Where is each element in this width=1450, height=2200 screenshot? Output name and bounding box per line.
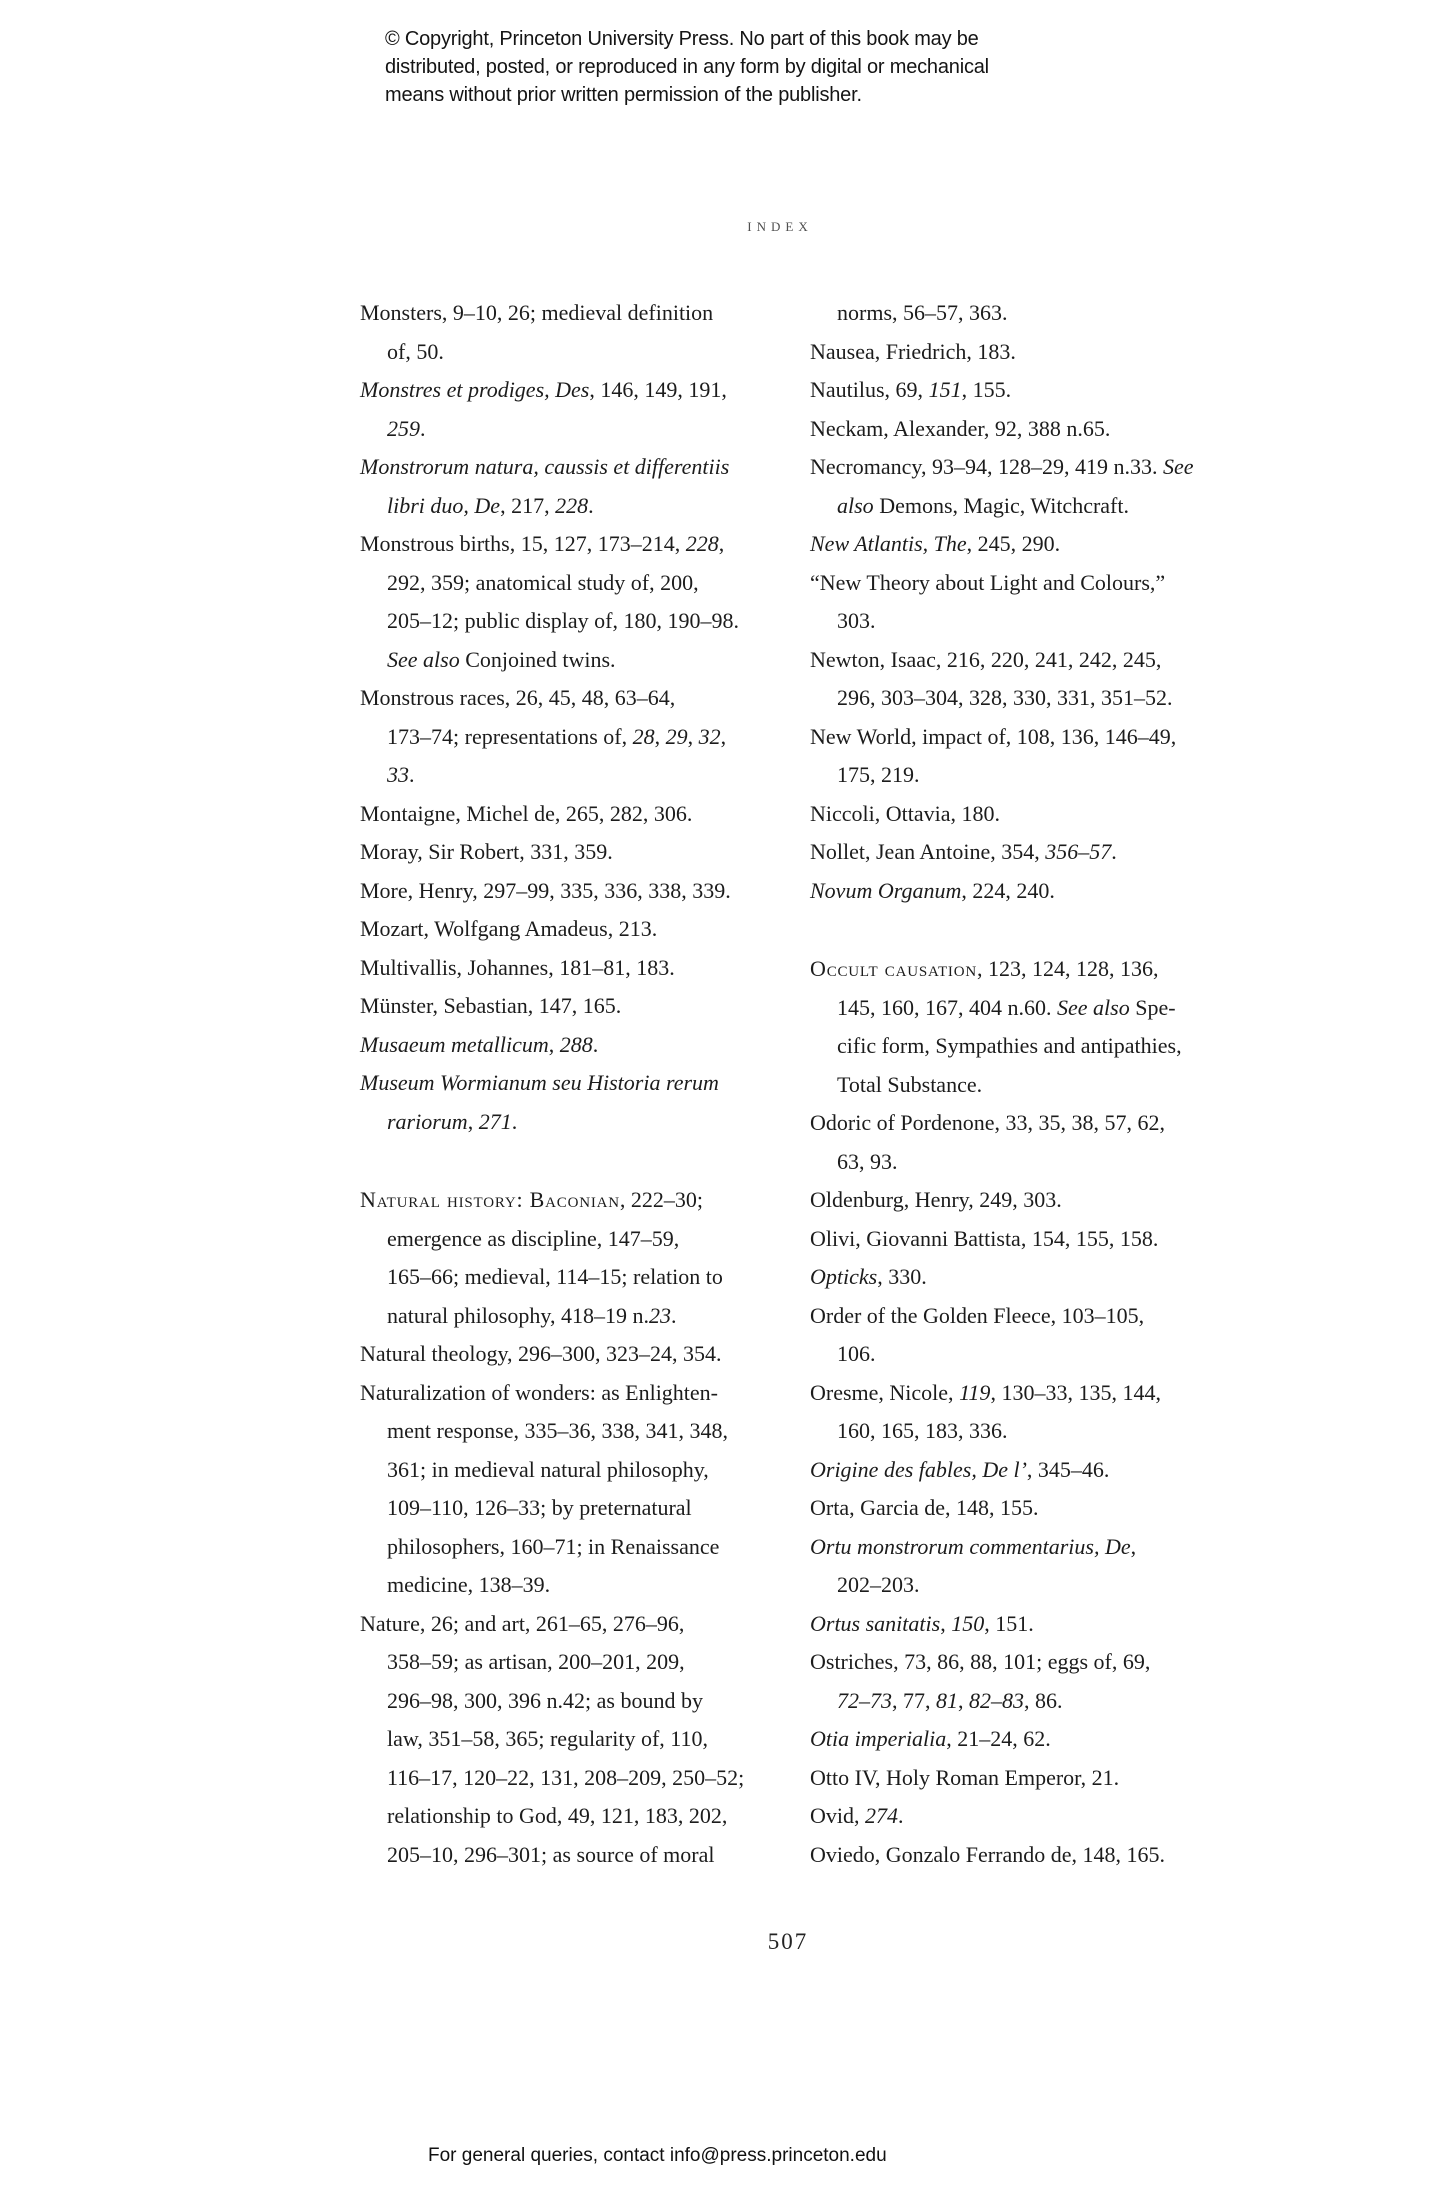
index-entry [810,1451,1280,1490]
index-entry [810,410,1280,449]
index-text-segment: Ortus sanitatis [810,1610,941,1636]
index-text-segment: Moray, Sir Robert, 331, 359. [360,839,613,864]
index-entry-line [810,1181,1280,1220]
index-entry-line [810,1759,1280,1798]
index-entry-line [360,1797,800,1836]
copyright-line: © Copyright, Princeton University Press. No part of this book may be [385,28,979,50]
index-text-segment: . [588,492,594,518]
index-entry-line [810,602,1280,641]
index-entry [360,1026,800,1065]
index-text-segment: Necromancy, 93–94, 128–29, 419 n.33. [810,454,1163,479]
index-entry [810,1528,1280,1605]
index-entry-line [810,1374,1280,1413]
index-text-segment: 109–110, 126–33; by preternatural [387,1495,692,1520]
index-entry-line [360,371,800,410]
index-entry-line [360,1181,800,1220]
index-text-segment: More, Henry, 297–99, 335, 336, 338, 339. [360,877,731,903]
index-entry [810,448,1280,525]
index-text-segment: Order of the Golden Fleece, 103–105, [810,1302,1145,1328]
index-entry [810,564,1280,641]
index-entry-line [360,1335,800,1374]
index-entry-line [810,1605,1280,1644]
index-entry [810,1297,1280,1374]
index-text-segment: 150 [951,1610,985,1636]
index-entry-line [810,410,1280,449]
index-text-segment: , 130–33, 135, 144, [990,1379,1161,1405]
index-entry-line [360,795,800,834]
index-entry [360,872,800,911]
index-text-segment: 271 [478,1108,512,1134]
index-entry [810,1720,1280,1759]
index-entry [360,525,800,679]
index-text-segment: , 345–46. [1026,1456,1110,1482]
index-text-segment: , 151. [984,1610,1034,1636]
index-entry [810,1489,1280,1528]
index-entry-line [810,371,1280,410]
index-text-segment: 175, 219. [837,762,920,787]
index-text-segment: cific form, Sympathies and antipathies, [837,1033,1182,1058]
index-text-segment: Oresme, Nicole, [810,1379,960,1405]
index-entry-line [360,1682,800,1721]
index-entry [810,718,1280,795]
index-text-segment: , 217, [500,492,556,518]
index-entry-line [360,1026,800,1065]
index-text-segment: Otia imperialia [810,1726,947,1751]
index-entry-line [360,641,800,680]
index-text-segment: 228 [685,531,719,556]
index-text-segment: 303. [837,608,876,633]
index-entry [810,371,1280,410]
index-text-segment: Total Substance. [837,1071,983,1097]
index-text-segment: law, 351–58, 365; regularity of, 110, [387,1726,708,1751]
index-text-segment: Natural history: Baconian [360,1187,620,1212]
index-entry-line [810,756,1280,795]
index-text-segment: Nature, 26; and art, 261–65, 276–96, [360,1610,685,1636]
index-text-segment: 145, 160, 167, 404 n.60. [837,994,1057,1020]
index-entry [810,1220,1280,1259]
index-text-segment: Ovid, [810,1803,865,1828]
index-text-segment: also [837,492,874,518]
index-text-segment: natural philosophy, 418–19 n. [387,1302,649,1328]
index-text-segment: ment response, 335–36, 338, 341, 348, [387,1418,728,1443]
index-entry-line [360,410,800,449]
index-text-segment: Conjoined twins. [459,646,616,672]
index-text-segment: relationship to God, 49, 121, 183, 202, [387,1803,728,1828]
index-text-segment: , 224, 240. [961,877,1055,903]
index-text-segment: Opticks [810,1264,878,1289]
index-entry-line [810,333,1280,372]
index-text-segment: Monstrous births, 15, 127, 173–214, [360,531,686,556]
index-text-segment: Demons, Magic, Witchcraft. [873,492,1129,518]
index-text-segment: . [898,1803,904,1828]
index-entry [360,795,800,834]
index-text-segment: Newton, Isaac, 216, 220, 241, 242, 245, [810,646,1162,672]
index-text-segment: Niccoli, Ottavia, 180. [810,800,1001,826]
index-entry [360,1605,800,1875]
index-text-segment: Neckam, Alexander, 92, 388 n.65. [810,415,1111,441]
footer-contact: For general queries, contact info@press.princeton.edu [428,2145,887,2166]
index-text-segment: , 21–24, 62. [946,1726,1051,1751]
copyright-line: distributed, posted, or reproduced in any form by digital or mechanical [385,56,989,78]
index-entry-line [360,718,800,757]
index-column-left [360,294,800,1874]
index-entry [810,525,1280,564]
index-text-segment: 33 [387,762,409,787]
index-entry [810,1258,1280,1297]
index-text-segment: of, 50. [387,338,444,364]
index-text-segment: . [592,1031,599,1057]
index-text-segment: Musaeum metallicum [360,1031,549,1057]
index-entry-line [360,1103,800,1142]
index-entry [810,833,1280,872]
index-entry-line [360,564,800,603]
index-entry-line [810,1682,1280,1721]
index-text-segment: , [958,1687,969,1713]
index-entry-line [810,487,1280,526]
index-text-segment: 259 [387,415,420,441]
index-entry-line [810,1451,1280,1490]
index-text-segment: , 146, 149, 191, [589,377,727,402]
index-text-segment: 202–203. [837,1572,920,1597]
index-entry-line [810,1643,1280,1682]
index-entry [360,910,800,949]
index-entry-line [360,1528,800,1567]
index-entry-line [360,525,800,564]
index-entry-line [810,1143,1280,1182]
index-entry [360,1374,800,1605]
index-entry-line [360,949,800,988]
index-text-segment: 151 [928,377,962,402]
index-entry-line [360,1374,800,1413]
index-text-segment: . [511,1108,518,1134]
index-text-segment: Spe- [1129,994,1176,1020]
index-entry [360,1181,800,1335]
index-entry-line [360,333,800,372]
index-entry-line [810,1489,1280,1528]
index-entry-line [810,1066,1280,1105]
index-text-segment: , 123, 124, 128, 136, [976,956,1159,981]
index-text-segment: Mozart, Wolfgang Amadeus, 213. [360,916,658,941]
copyright-line: means without prior written permission of the publisher. [385,84,862,106]
index-entry-line [810,564,1280,603]
index-entry-line [360,1258,800,1297]
index-text-segment: , [720,723,727,749]
index-text-segment: , 86. [1024,1687,1063,1713]
index-text-segment: 32 [698,723,721,749]
index-entry-line [810,1220,1280,1259]
index-text-segment: . [420,415,426,441]
index-entry-line [810,1528,1280,1567]
index-entry-line [810,448,1280,487]
index-entry-line [360,1720,800,1759]
index-entry-line [810,1720,1280,1759]
index-entry [360,448,800,525]
index-text-segment: 23 [648,1302,671,1328]
index-entry-line [810,1027,1280,1066]
index-entry-line [360,872,800,911]
index-entry-line [360,1451,800,1490]
index-entry-line [360,448,800,487]
index-entry-line [810,950,1280,989]
index-text-segment: 72–73 [837,1687,892,1713]
index-entry-line [810,679,1280,718]
index-entry [810,872,1280,911]
index-text-segment: 82–83 [969,1687,1024,1713]
index-entry-line [810,1566,1280,1605]
index-text-segment: Naturalization of wonders: as Enlighten- [360,1379,719,1405]
index-entry-line [360,987,800,1026]
index-text-segment: See [1162,454,1194,479]
index-entry-line [810,1258,1280,1297]
index-text-segment: New World, impact of, 108, 136, 146–49, [810,723,1177,749]
index-text-segment: Münster, Sebastian, 147, 165. [360,993,622,1018]
index-text-segment: Odoric of Pordenone, 33, 35, 38, 57, 62, [810,1110,1166,1135]
index-text-segment: See also [1057,994,1130,1020]
index-text-segment: Oviedo, Gonzalo Ferrando de, 148, 165. [810,1841,1165,1867]
index-text-segment: rariorum [387,1108,468,1134]
index-entry-line [360,602,800,641]
index-text-segment: 29 [665,723,688,749]
index-entry [360,987,800,1026]
index-heading: INDEX [747,219,813,234]
index-text-segment: Ostriches, 73, 86, 88, 101; eggs of, 69, [810,1649,1151,1674]
index-text-segment: Monstres et prodiges, Des [360,377,590,402]
index-text-segment: Novum Organum [810,877,962,903]
index-text-segment: 116–17, 120–22, 131, 208–209, 250–52; [387,1764,745,1790]
index-entry-line [360,294,800,333]
index-entry-line [360,1489,800,1528]
index-entry [810,1181,1280,1220]
index-text-segment: . [1111,839,1117,864]
index-entry-line [810,989,1280,1028]
index-entry-line [810,525,1280,564]
index-entry-line [360,756,800,795]
index-entry [810,333,1280,372]
index-text-segment: 205–12; public display of, 180, 190–98. [387,608,739,633]
index-text-segment: 63, 93. [837,1148,898,1174]
index-text-segment: , [687,723,699,749]
index-text-segment: Occult causation [810,956,977,981]
index-entry-line [810,294,1280,333]
index-entry [810,1759,1280,1798]
index-entry [360,1064,800,1141]
index-entry-line [360,1605,800,1644]
index-text-segment: Museum Wormianum seu Historia rerum [360,1070,719,1095]
index-entry-line [360,1566,800,1605]
index-text-segment: 81 [936,1687,958,1713]
index-text-segment: 106. [837,1341,876,1366]
index-text-segment: , 77, [892,1687,936,1713]
index-text-segment: 173–74; representations of, [387,723,633,749]
index-text-segment: Monstrous races, 26, 45, 48, 63–64, [360,685,676,710]
index-entry-line [360,679,800,718]
index-text-segment: Orta, Garcia de, 148, 155. [810,1495,1039,1520]
index-text-segment: philosophers, 160–71; in Renaissance [387,1533,720,1559]
index-text-segment: 205–10, 296–301; as source of moral [387,1841,715,1867]
index-entry-line [360,487,800,526]
index-entry [810,641,1280,718]
index-text-segment: Montaigne, Michel de, 265, 282, 306. [360,800,693,826]
index-entry [810,1605,1280,1644]
index-entry [810,1643,1280,1720]
index-entry-line [360,1412,800,1451]
index-text-segment: “New Theory about Light and Colours,” [810,569,1166,595]
page-number: 507 [767,1929,809,1954]
index-text-segment: Natural theology, 296–300, 323–24, 354. [360,1341,722,1366]
index-text-segment: norms, 56–57, 363. [837,300,1008,325]
index-entry-line [810,1335,1280,1374]
index-text-segment: , [940,1610,952,1636]
index-text-segment: 28 [632,723,655,749]
index-entry [360,294,800,371]
index-text-segment: , 245, 290. [966,531,1061,556]
index-text-segment: 119 [959,1379,991,1405]
index-text-segment: emergence as discipline, 147–59, [387,1225,680,1251]
index-entry-line [360,1220,800,1259]
index-entry [810,1836,1280,1875]
index-entry-line [360,910,800,949]
index-entry [360,949,800,988]
index-text-segment: Ortu monstrorum commentarius, De [810,1533,1131,1559]
index-text-segment: , 330. [877,1264,927,1289]
index-text-segment: , 222–30; [619,1187,704,1212]
index-text-segment: , [654,723,666,749]
index-entry-line [360,1643,800,1682]
index-text-segment: 356–57 [1045,839,1112,864]
index-text-segment: medicine, 138–39. [387,1572,551,1597]
index-text-segment: libri duo, De [387,492,501,518]
index-text-segment: Olivi, Giovanni Battista, 154, 155, 158. [810,1225,1159,1251]
index-entry-line [360,1064,800,1103]
index-entry-line [810,1412,1280,1451]
index-text-segment: 296, 303–304, 328, 330, 331, 351–52. [837,685,1173,710]
index-entry-line [810,718,1280,757]
index-entry [810,795,1280,834]
index-entry-line [810,1836,1280,1875]
index-entry [360,833,800,872]
index-text-segment: Multivallis, Johannes, 181–81, 183. [360,954,675,980]
index-text-segment: 288 [559,1031,593,1057]
index-entry [810,950,1280,1104]
index-text-segment: 274 [865,1803,898,1828]
index-entry-line [360,1297,800,1336]
index-text-segment: See also [387,646,460,672]
index-entry [360,679,800,795]
index-entry-line [810,1104,1280,1143]
index-text-segment: . [670,1302,677,1328]
index-entry-line [810,1797,1280,1836]
index-text-segment: Monstrorum natura, caussis et differentiis [360,454,730,479]
index-text-segment: , [467,1108,479,1134]
index-text-segment: Nausea, Friedrich, 183. [810,338,1016,364]
index-text-segment: , 155. [961,377,1012,402]
index-text-segment: 160, 165, 183, 336. [837,1418,1008,1443]
index-entry-line [360,1759,800,1798]
index-text-segment: New Atlantis, The [810,531,967,556]
index-text-segment: . [409,762,415,787]
index-column-right [810,294,1280,1874]
index-entry [360,371,800,448]
index-text-segment: 358–59; as artisan, 200–201, 209, [387,1649,685,1674]
index-text-segment: Oldenburg, Henry, 249, 303. [810,1187,1062,1212]
index-text-segment: Nautilus, 69, [810,377,929,402]
index-text-segment: , [548,1031,560,1057]
index-text-segment: 296–98, 300, 396 n.42; as bound by [387,1687,703,1713]
index-text-segment: , [718,531,725,556]
index-text-segment: Otto IV, Holy Roman Emperor, 21. [810,1764,1120,1790]
index-entry [810,1104,1280,1181]
index-entry-line [360,1836,800,1875]
index-text-segment: , [1130,1533,1137,1559]
index-text-segment: Nollet, Jean Antoine, 354, [810,839,1046,864]
index-entry [810,1797,1280,1836]
index-entry [810,1374,1280,1451]
index-entry-line [810,872,1280,911]
index-text-segment: 228 [555,492,589,518]
index-text-segment: Origine des fables, De l’ [810,1456,1027,1482]
copyright-notice [385,25,989,109]
index-entry [810,294,1280,333]
index-text-segment: 292, 359; anatomical study of, 200, [387,569,699,595]
index-entry-line [810,641,1280,680]
index-text-segment: Monsters, 9–10, 26; medieval definition [360,300,714,325]
index-entry-line [810,1297,1280,1336]
index-text-segment: 165–66; medieval, 114–15; relation to [387,1264,723,1289]
index-entry [360,1335,800,1374]
index-text-segment: 361; in medieval natural philosophy, [387,1456,709,1482]
index-entry-line [810,833,1280,872]
index-entry-line [810,795,1280,834]
index-entry-line [360,833,800,872]
